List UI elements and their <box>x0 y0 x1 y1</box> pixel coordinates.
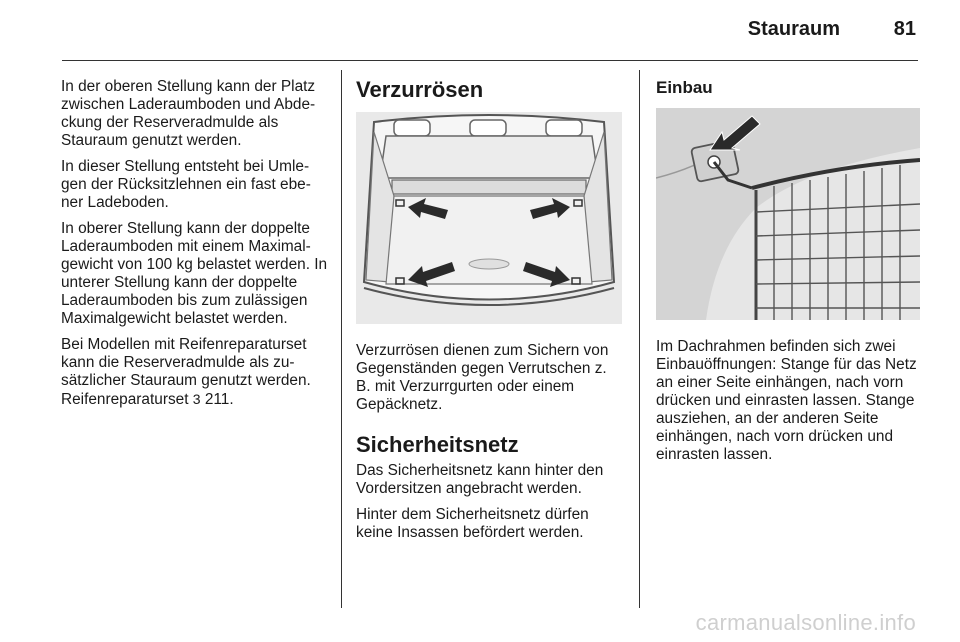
paragraph: Hinter dem Sicherheitsnetz dürfen keine Insassen befördert werden. <box>356 506 589 541</box>
column-left <box>61 78 333 417</box>
page-number: 81 <box>893 18 916 40</box>
column-right <box>656 78 920 472</box>
paragraph-text: Bei Modellen mit Reifenreparaturset kann die Reserveradmulde als zu-sätzlicher Stauraum genutzt werden. <box>61 336 311 389</box>
paragraph: Im Dachrahmen befinden sich zwei Einbauöffnungen: Stange für das Netz an einer Seite einhängen, nach vorn drücken und einrasten lassen. Stange ausziehen, an der anderen Seite einhängen, nach vorn drücken und einrasten lassen. <box>656 338 917 463</box>
paragraph: In der oberen Stellung kann der Platz zwischen Laderaumboden und Abde-ckung der Reserveradmulde als Stauraum genutzt werden. <box>61 78 316 149</box>
section-heading-sicherheitsnetz: Sicherheitsnetz <box>356 432 519 457</box>
cargo-area-illustration <box>356 112 622 324</box>
figure-caption: Verzurrösen dienen zum Sichern von Gegenständen gegen Verrutschen z. B. mit Verzurrgurten oder einem Gepäcknetz. <box>356 342 609 413</box>
safety-net-drawing <box>656 108 920 320</box>
page-title: Stauraum <box>747 18 840 40</box>
column-divider <box>341 70 342 608</box>
watermark: carmanualsonline.info <box>695 610 916 635</box>
column-middle <box>356 78 624 550</box>
safety-net-illustration <box>656 108 920 320</box>
page-header <box>62 0 918 61</box>
reference-link[interactable]: 211. <box>204 391 234 408</box>
cargo-area-drawing <box>356 112 622 324</box>
paragraph: In oberer Stellung kann der doppelte Laderaumboden mit einem Maximal-gewicht von 100 kg belastet werden. In unterer Stellung kann der doppelte Laderaumboden bis zum zulässigen Maximalgewicht belastet werden. <box>61 220 328 327</box>
section-heading-einbau: Einbau <box>656 78 713 97</box>
column-divider <box>639 70 640 608</box>
reference-arrow-icon: 3 <box>192 391 201 407</box>
section-heading-verzurroesen: Verzurrösen <box>356 77 484 102</box>
paragraph <box>61 336 333 409</box>
reference-text: Reifenreparaturset <box>61 391 189 408</box>
paragraph: In dieser Stellung entsteht bei Umle-gen der Rücksitzlehnen ein fast ebe-ner Ladeboden. <box>61 158 311 211</box>
paragraph: Das Sicherheitsnetz kann hinter den Vordersitzen angebracht werden. <box>356 462 604 497</box>
